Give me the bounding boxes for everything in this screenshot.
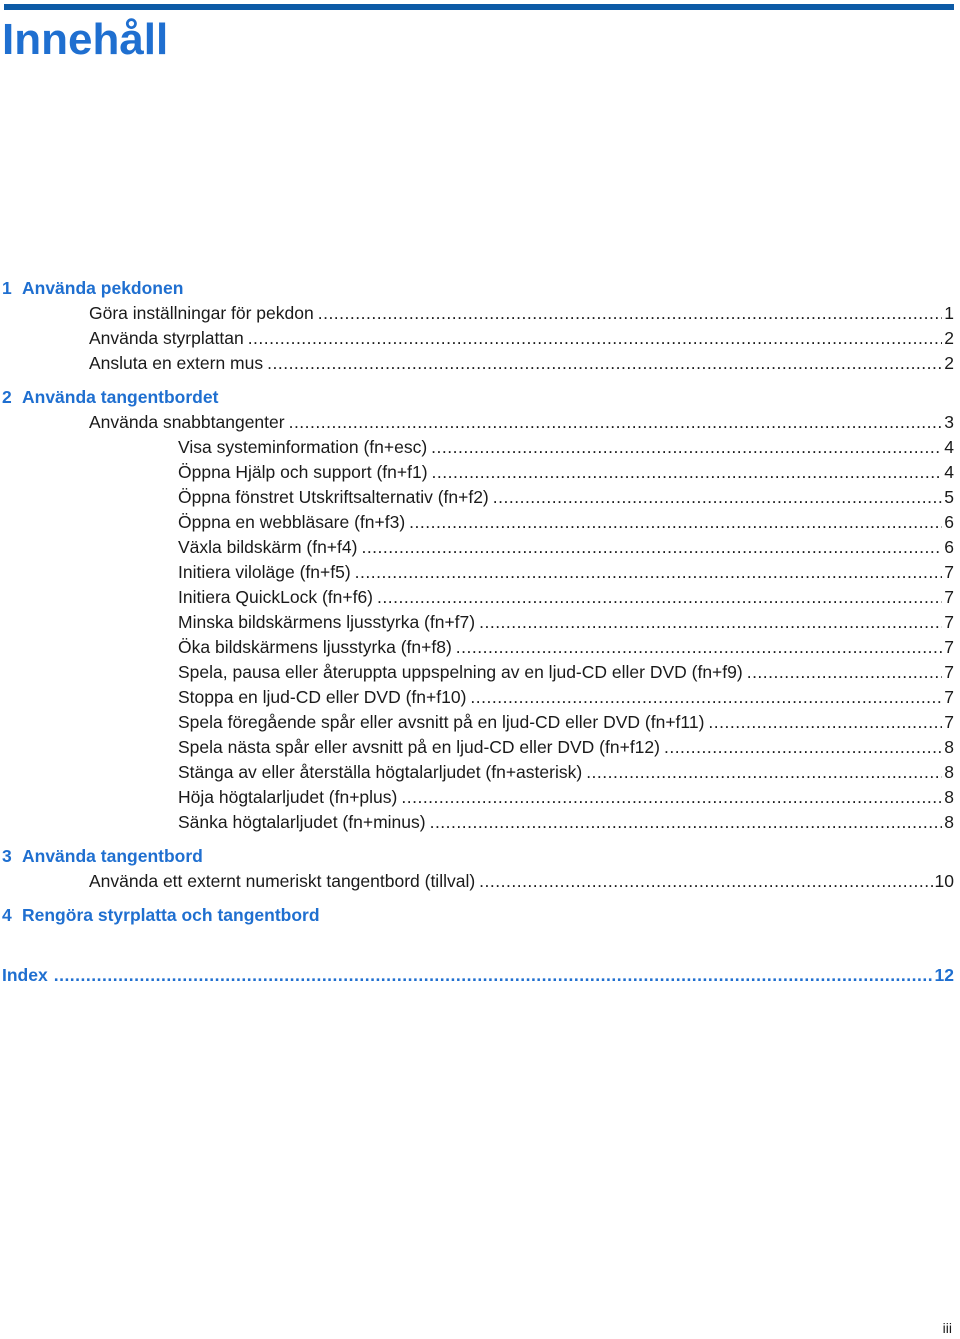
entry-text: Öppna Hjälp och support (fn+f1) (178, 462, 428, 482)
chapter-heading[interactable] (0, 844, 954, 869)
entry-page: 6 (944, 512, 954, 532)
entry-page: 7 (944, 587, 954, 607)
entry-page: 7 (944, 687, 954, 707)
entry-page: 5 (944, 487, 954, 507)
toc-subentry[interactable] (0, 710, 954, 735)
toc-entry[interactable] (0, 869, 954, 894)
entry-page: 8 (944, 762, 954, 782)
toc-entry[interactable] (0, 301, 954, 326)
entry-text: Växla bildskärm (fn+f4) (178, 537, 358, 557)
chapter-3 (0, 844, 954, 894)
entry-text: Stänga av eller återställa högtalarljudet (fn+asterisk) (178, 762, 583, 782)
toc-subentry[interactable] (0, 810, 954, 835)
dot-leader (401, 785, 942, 810)
index-entry[interactable] (0, 963, 954, 988)
dot-leader (248, 326, 943, 351)
dot-leader (747, 660, 943, 685)
toc-entry[interactable] (0, 410, 954, 435)
entry-text: Minska bildskärmens ljusstyrka (fn+f7) (178, 612, 476, 632)
dot-leader (479, 869, 932, 894)
toc-subentry[interactable] (0, 510, 954, 535)
toc-subentry[interactable] (0, 735, 954, 760)
entry-page: 7 (944, 637, 954, 657)
entry-text: Använda ett externt numeriskt tangentbord (tillval) (89, 871, 476, 891)
dot-leader (54, 963, 933, 988)
toc-subentry[interactable] (0, 560, 954, 585)
entry-page: 2 (944, 353, 954, 373)
entry-text: Initiera QuickLock (fn+f6) (178, 587, 374, 607)
chapter-number: 3 (2, 846, 12, 866)
table-of-contents (0, 276, 954, 988)
dot-leader (431, 435, 942, 460)
entry-text: Spela föregående spår eller avsnitt på en ljud-CD eller DVD (fn+f11) (178, 712, 705, 732)
dot-leader (586, 760, 942, 785)
dot-leader (493, 485, 943, 510)
entry-text: Öppna en webbläsare (fn+f3) (178, 512, 406, 532)
dot-leader (318, 301, 943, 326)
chapter-1 (0, 276, 954, 376)
entry-text: Öppna fönstret Utskriftsalternativ (fn+f2) (178, 487, 489, 507)
toc-subentry[interactable] (0, 685, 954, 710)
entry-page: 3 (944, 412, 954, 432)
chapter-title: Använda tangentbord (22, 846, 203, 866)
entry-text: Stoppa en ljud-CD eller DVD (fn+f10) (178, 687, 467, 707)
entry-text: Använda snabbtangenter (89, 412, 285, 432)
chapter-number: 2 (2, 387, 12, 407)
index-label: Index (2, 965, 48, 985)
entry-page: 6 (944, 537, 954, 557)
entry-page: 7 (944, 662, 954, 682)
toc-subentry[interactable] (0, 760, 954, 785)
dot-leader (289, 410, 943, 435)
dot-leader (456, 635, 942, 660)
dot-leader (470, 685, 942, 710)
entry-page: 1 (944, 303, 954, 323)
entry-page: 4 (944, 462, 954, 482)
index-page: 12 (934, 965, 954, 985)
chapter-number: 1 (2, 278, 12, 298)
page-number: iii (942, 1320, 952, 1336)
toc-entry[interactable] (0, 351, 954, 376)
entry-page: 7 (944, 562, 954, 582)
toc-subentry[interactable] (0, 585, 954, 610)
entry-page: 7 (944, 712, 954, 732)
toc-subentry[interactable] (0, 635, 954, 660)
dot-leader (432, 460, 943, 485)
chapter-number: 4 (2, 905, 12, 925)
toc-entry[interactable] (0, 326, 954, 351)
entry-text: Göra inställningar för pekdon (89, 303, 314, 323)
entry-text: Initiera viloläge (fn+f5) (178, 562, 351, 582)
entry-text: Höja högtalarljudet (fn+plus) (178, 787, 398, 807)
chapter-title: Rengöra styrplatta och tangentbord (22, 905, 320, 925)
dot-leader (355, 560, 943, 585)
toc-subentry[interactable] (0, 610, 954, 635)
dot-leader (479, 610, 942, 635)
dot-leader (361, 535, 942, 560)
page-title: Innehåll (2, 15, 169, 64)
toc-subentry[interactable] (0, 460, 954, 485)
chapter-2 (0, 385, 954, 835)
entry-text: Ansluta en extern mus (89, 353, 264, 373)
chapter-4 (0, 903, 954, 928)
chapter-heading[interactable] (0, 385, 954, 410)
top-rule (4, 4, 954, 10)
entry-text: Spela nästa spår eller avsnitt på en ljud-CD eller DVD (fn+f12) (178, 737, 660, 757)
entry-text: Sänka högtalarljudet (fn+minus) (178, 812, 426, 832)
entry-page: 8 (944, 737, 954, 757)
toc-subentry[interactable] (0, 660, 954, 685)
dot-leader (409, 510, 942, 535)
dot-leader (267, 351, 942, 376)
entry-text: Spela, pausa eller återuppta uppspelning av en ljud-CD eller DVD (fn+f9) (178, 662, 743, 682)
entry-page: 7 (944, 612, 954, 632)
toc-subentry[interactable] (0, 785, 954, 810)
entry-text: Visa systeminformation (fn+esc) (178, 437, 428, 457)
entry-page: 8 (944, 787, 954, 807)
dot-leader (430, 810, 943, 835)
chapter-title: Använda tangentbordet (22, 387, 219, 407)
entry-text: Använda styrplattan (89, 328, 244, 348)
entry-page: 8 (944, 812, 954, 832)
entry-page: 10 (934, 871, 954, 891)
entry-page: 2 (944, 328, 954, 348)
entry-page: 4 (944, 437, 954, 457)
toc-subentry[interactable] (0, 435, 954, 460)
chapter-title: Använda pekdonen (22, 278, 184, 298)
toc-subentry[interactable] (0, 485, 954, 510)
dot-leader (664, 735, 942, 760)
toc-subentry[interactable] (0, 535, 954, 560)
chapter-heading[interactable] (0, 276, 954, 301)
entry-text: Öka bildskärmens ljusstyrka (fn+f8) (178, 637, 452, 657)
dot-leader (708, 710, 942, 735)
chapter-heading[interactable] (0, 903, 954, 928)
dot-leader (377, 585, 942, 610)
